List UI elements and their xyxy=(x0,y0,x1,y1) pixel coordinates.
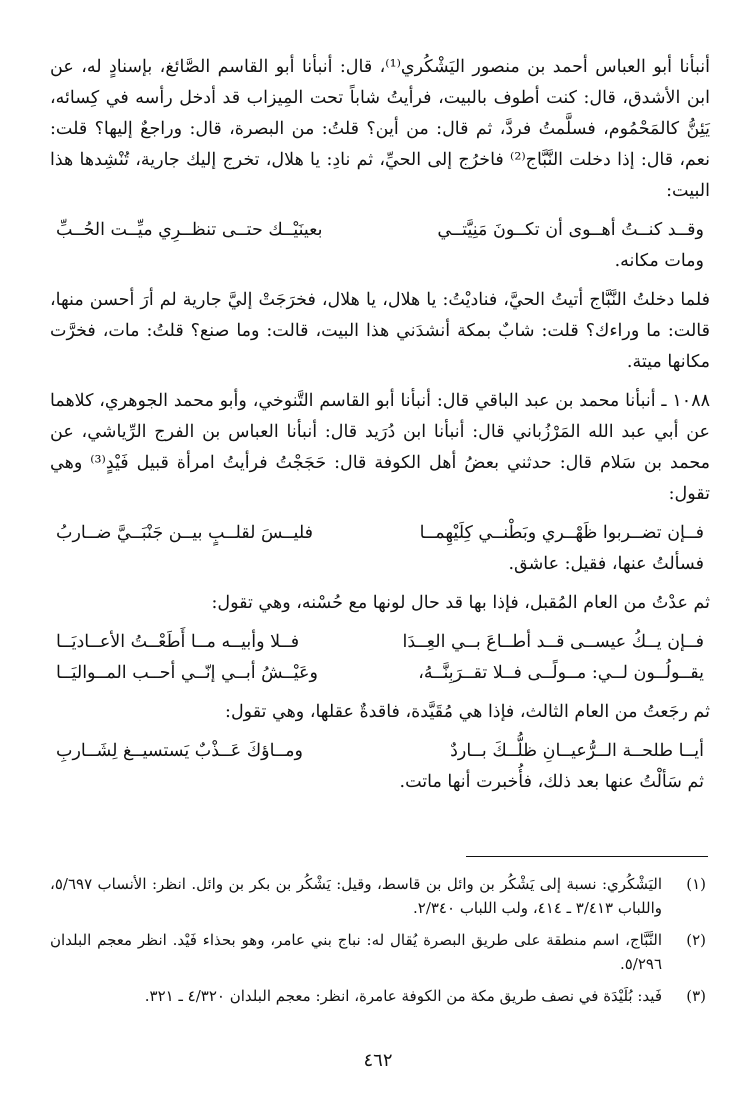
after-verse-line-1: ومات مكانه. xyxy=(614,251,704,271)
verse-5 xyxy=(56,736,704,767)
footnote-text: اليَشْكُري: نسبة إلى يَشْكُر بن وائل بن قاسط، وقيل: يَشْكُر بن بكر بن وائل. انظر: الأنساب ٥/٦٩٧، واللباب ٣/٤١٣ ـ ٤١٤، ولب اللباب ٢/٣٤٠. xyxy=(50,875,662,917)
paragraph-narration-2: فلما دخلتُ النَّبَّاج أتيتُ الحيَّ، فناديْتُ: يا هلال، يا هلال، فخرَجَتْ إليَّ جارية لم أرَ أحسن منها، قالت: ما وراءك؟ قلت: شابٌ بمكة أنشدَني هذا البيت، قالت: وما صنع؟ قلتُ: مات، فخرَّت مكانها ميتة. xyxy=(50,290,710,372)
verse-3-second-hemistich: فــلا وأبيــه مــا أَطَعْــتُ الأعــاديَــا xyxy=(56,632,300,652)
after-verse-line-3: ثم سَألْتُ عنها بعد ذلك، فأُخبرت أنها ماتت. xyxy=(399,772,704,792)
verse-1 xyxy=(56,215,704,246)
footnote-number: (١) xyxy=(686,875,706,893)
footnote-item xyxy=(50,872,706,920)
verse-2 xyxy=(56,518,704,549)
footnote-item xyxy=(50,928,706,976)
verse-4 xyxy=(56,658,704,689)
footnotes xyxy=(50,872,706,1016)
footnote-text: النَّبَّاج، اسم منطقة على طريق البصرة يُقال له: نباج بني عامر، وهو بحذاء فَيْد. انظر معجم البلدان ٥/٢٩٦. xyxy=(50,931,662,973)
after-verse-line-2: فسألتُ عنها، فقيل: عاشق. xyxy=(508,554,704,574)
footnote-text: فَيد: بُلَيْدَة في نصف طريق مكة من الكوفة عامرة، انظر: معجم البلدان ٤/٣٢٠ ـ ٣٢١. xyxy=(144,987,662,1005)
verse-5-second-hemistich: ومــاؤكَ عَــذْبٌ يَستسيــغ لِشَــاربِ xyxy=(56,741,304,761)
verse-2-second-hemistich: فليــسَ لقلــبٍ بيــن جَنْبَــيَّ ضــاربُ xyxy=(56,523,313,543)
footnote-item xyxy=(50,984,706,1008)
verse-4-second-hemistich: وعَيْــشُ أبــي إنّــي أحــب المــواليَــا xyxy=(56,663,318,683)
verse-3 xyxy=(56,627,704,658)
paragraph-narration-1: أنبأنا أبو العباس أحمد بن منصور اليَشْكُري⁽¹⁾، قال: أنبأنا أبو القاسم الصَّائغ، بإسنادٍ له، عن ابن الأشدق، قال: كنت أطوف بالبيت، فرأيتُ شاباً تحت المِيزاب قد أدخل رأسه في كِسائه، يَئِنُّ كالمَحْمُوم، فسلَّمتُ فردَّ، ثم قال: من أين؟ قلتُ: من البصرة، قال: وراجعٌ إليها؟ قلت: نعم، قال: إذا دخلت النَّبَّاج⁽²⁾ فاخرُج إلى الحيِّ، ثم نادِ: يا هلال، تخرج إليك جارية، تُنْشِدها هذا البيت: xyxy=(50,57,710,201)
verse-1-first-hemistich: وقــد كنــتُ أهــوى أن تكــونَ مَنِيَّتــي xyxy=(437,220,704,240)
footnote-number: (٣) xyxy=(686,987,706,1005)
paragraph-third-year: ثم رجَعتُ من العام الثالث، فإذا هي مُقَيَّدة، فاقدةٌ عقلها، وهي تقول: xyxy=(225,702,710,722)
verse-4-first-hemistich: يقــولُــون لــي: مــولًــى فــلا تقــرَبِنَّــهُ، xyxy=(418,663,704,683)
paragraph-report-1088: ١٠٨٨ ـ أنبأنا محمد بن عبد الباقي قال: أنبأنا أبو القاسم التَّنوخي، وأبو محمد الجوهري، كلاهما عن أبي عبد الله المَرْزُباني قال: أنبأنا ابن دُرَيد قال: أنبأنا العباس بن الفرج الرِّياشي، عن محمد بن سَلام قال: حدثني بعضُ أهل الكوفة قال: حَجَجْتُ فرأيتُ امرأة قبيل فَيْدٍ⁽³⁾ وهي تقول: xyxy=(50,391,710,504)
footnote-separator xyxy=(466,856,708,857)
paragraph-second-year: ثم عدْتُ من العام المُقبل، فإذا بها قد حال لونها مع حُسْنه، وهي تقول: xyxy=(211,593,710,613)
verse-3-first-hemistich: فــإن يــكُ عيســى قــد أطــاعَ بــي العِــدَا xyxy=(402,632,704,652)
verse-1-second-hemistich: بعينَيْــك حتــى تنظــرِي ميِّــت الحُــبِّ xyxy=(56,220,323,240)
verse-5-first-hemistich: أيــا طلحــة الــرُّعيــانِ ظلُّــكَ بــاردٌ xyxy=(450,741,704,761)
page-number: ٤٦٢ xyxy=(363,1050,393,1071)
footnote-number: (٢) xyxy=(686,931,706,949)
verse-2-first-hemistich: فــإن تضــربوا ظَهْــري وبَطْنــي كِلَيْهِمــا xyxy=(419,523,704,543)
